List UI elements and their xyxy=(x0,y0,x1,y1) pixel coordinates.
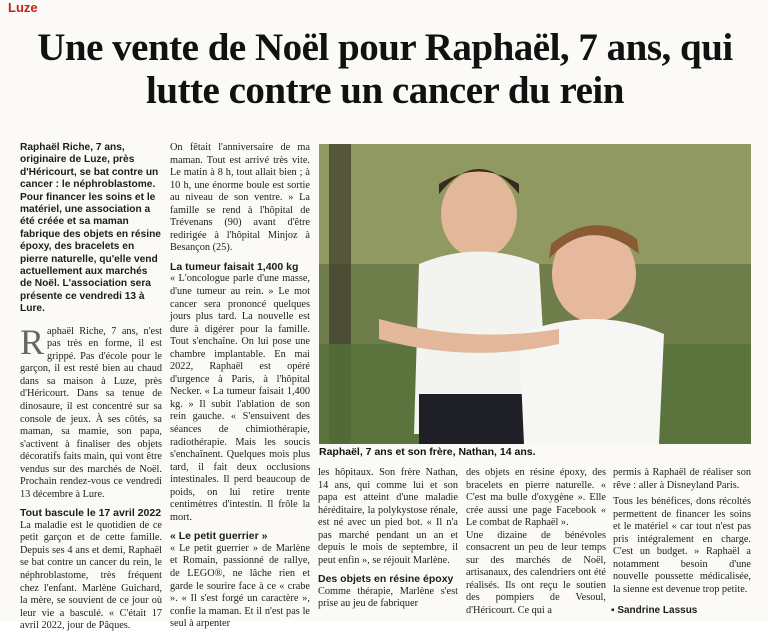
photo-illustration xyxy=(319,144,751,444)
section-rubric: Luze xyxy=(8,0,38,15)
drop-cap: R xyxy=(20,321,45,362)
column-3 xyxy=(318,467,458,611)
author-name: Sandrine Lassus xyxy=(617,605,698,616)
photo-caption: Raphaël, 7 ans et son frère, Nathan, 14 ans. xyxy=(319,446,536,458)
paragraph-9: Une dizaine de bénévoles consacrent un peu de leur temps sur des marchés de Noël, artisanaux, des calendriers ont été réalisés. Ils ont reçu le soutien des pompiers de Vesoul, d'Héricourt. Ce qui a xyxy=(466,529,606,617)
column-2 xyxy=(170,142,310,631)
column-1 xyxy=(20,142,162,633)
paragraph-11: Tous les bénéfices, dons récoltés permettent de financer les soins et le matériel « car tout n'est pas pris intégralement en charge. C'est un budget. » Raphaël a notamment besoin d'une nouvelle poussette médicalisée, la sienne est devenue trop petite. xyxy=(613,496,751,595)
paragraph-7: Comme thérapie, Marlène s'est prise au jeu de fabriquer xyxy=(318,585,458,610)
paragraph-2: La maladie est le quotidien de ce petit garçon et de cette famille. Depuis ses 4 ans et demi, Raphaël se bat contre un cancer du rein, le néphroblastome, très fréquent chez l'enfant. Marlène Guichard, la mère, se souvient de ce jour où leur vie a basculé. « C'était 17 avril 2022, jour de Pâques. xyxy=(20,519,162,632)
paragraph-1 xyxy=(20,321,162,502)
paragraph-4: « L'oncologue parle d'une masse, d'une tumeur au rein. » Le mot cancer sera prononcé quelques jours plus tard. La nouvelle est dure à digérer pour la famille. Tout s'enchaîne. On lui pose une chambre implantable. En mai 2022, Raphaël est opéré d'urgence à Paris, à l'hôpital Necker. « La tumeur faisait 1,400 kg. » Il subit l'ablation de son rein gauche. « S'ensuivent des séances de chimiothérapie, radiothérapie. Mais les soucis s'enchaînent. Quelques mois plus tard, il fait deux occlusions intestinales. Il perd beaucoup de poids, on lui retire trente centimètres d'intestin. Il frôle la mort. xyxy=(170,273,310,523)
paragraph-10: permis à Raphaël de réaliser son rêve : aller à Disneyland Paris. xyxy=(613,467,751,491)
article-intro: Raphaël Riche, 7 ans, originaire de Luze, près d'Héricourt, se bat contre un cancer : le néphroblastome. Pour financer les soins et le matériel, une association a été créée et sa maman fabrique des objets en résine époxy, des bracelets en pierre naturelle, qu'elle vend actuellement aux marchés de Noël. L'association sera présente ce vendredi 13 à Lure. xyxy=(20,142,161,315)
article-headline: Une vente de Noël pour Raphaël, 7 ans, qui lutte contre un cancer du rein xyxy=(37,26,733,112)
paragraph-5: « Le petit guerrier » de Marlène et Romain, passionné de rallye, de LEGO®, ne lâche rien et garde le sourire face à ce « crabe ». « Il s'est forgé un caractère », confie la maman. Et il n'est pas le seul à arpenter xyxy=(170,542,310,630)
column-5 xyxy=(613,467,751,596)
author-byline xyxy=(611,605,697,616)
column-4 xyxy=(466,467,606,618)
subheading-4: Des objets en résine époxy xyxy=(318,573,454,586)
paragraph-3: On fêtait l'anniversaire de ma maman. Tout est arrivé très vite. Le matin à 8 h, tout allait bien ; à 10 h, une énorme boule est sortie au niveau de son ventre. » La famille se rend à l'hôpital de Trévenans (90) avant d'être redirigée à l'hôpital Minjoz à Besançon (25). xyxy=(170,142,310,254)
paragraph-8: des objets en résine époxy, des bracelets en pierre naturelle. « C'est ma bulle d'oxygène ». Elle crée aussi une page Facebook « Le combat de Raphaël ». xyxy=(466,467,606,529)
subheading-1: Tout bascule le 17 avril 2022 xyxy=(20,507,162,520)
subheading-3: « Le petit guerrier » xyxy=(170,530,268,543)
square-bullet-icon: ▪ xyxy=(611,605,615,616)
subheading-2: La tumeur faisait 1,400 kg xyxy=(170,260,299,273)
paragraph-1-text: aphaël Riche, 7 ans, n'est pas très en forme, il est grippé. Pas d'école pour le garçon, il est resté bien au chaud dans sa maison à Luze, près d'Héricourt. Dans sa tenue de dinosaure, il est concentré sur sa console de jeux. À ses côtés, sa maman, sa mamie, son papa, s'activent à finaliser des objets décoratifs faits main, qui vont être vendus sur des marchés de Noël. Prochain rendez-vous ce vendredi 13 décembre à Lure. xyxy=(20,325,162,500)
article-photo xyxy=(319,144,751,444)
paragraph-6: les hôpitaux. Son frère Nathan, 14 ans, qui comme lui et son papa est atteint d'une maladie héréditaire, la polykystose rénale, est né avec un pied bot. « Il n'a pas marché pendant un an et depuis le mois de septembre, il peut enfin », se réjouit Marlène. xyxy=(318,467,458,566)
